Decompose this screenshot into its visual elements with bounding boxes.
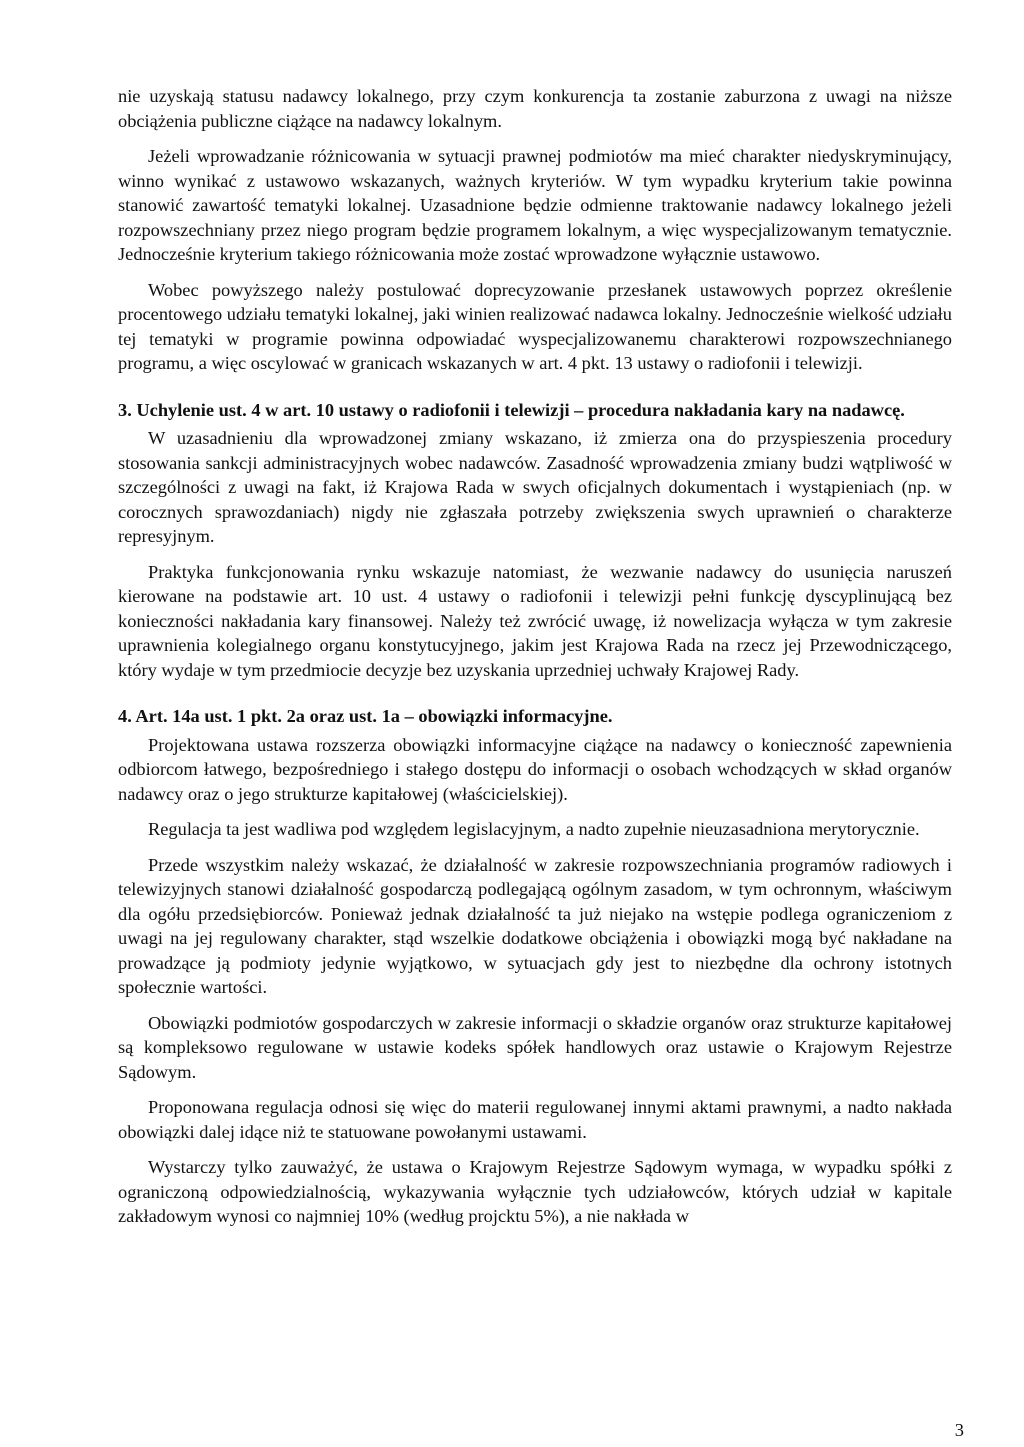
page-body bbox=[118, 84, 952, 1229]
paragraph: Regulacja ta jest wadliwa pod względem legislacyjnym, a nadto zupełnie nieuzasadniona merytorycznie. bbox=[148, 819, 920, 839]
paragraph-continuation: nie uzyskają statusu nadawcy lokalnego, przy czym konkurencja ta zostanie zaburzona z uwagi na niższe obciążenia publiczne ciążące na nadawcy lokalnym. bbox=[118, 86, 952, 131]
paragraph: Jeżeli wprowadzanie różnicowania w sytuacji prawnej podmiotów ma mieć charakter niedyskryminujący, winno wynikać z ustawowo wskazanych, ważnych kryteriów. W tym wypadku kryterium takie powinna stanowić zawartość tematyki lokalnej. Uzasadnione będzie odmienne traktowanie nadawcy lokalnego jeżeli rozpowszechniany przez niego program będzie programem lokalnym, a więc wyspecjalizowanym tematycznie. Jednocześnie kryterium takiego różnicowania może zostać wprowadzone wyłącznie ustawowo. bbox=[118, 146, 952, 264]
paragraph: Obowiązki podmiotów gospodarczych w zakresie informacji o składzie organów oraz strukturze kapitałowej są kompleksowo regulowane w ustawie kodeks spółek handlowych oraz ustawie o Krajowym Rejestrze Sądowym. bbox=[118, 1012, 952, 1082]
paragraph: Wobec powyższego należy postulować doprecyzowanie przesłanek ustawowych poprzez określenie procentowego udziału tematyki lokalnej, jaki winien realizować nadawca lokalny. Jednocześnie wielkość udziału tej tematyki w programie powinna odpowiadać wyspecjalizowanemu charakterowi rozpowszechnianego programu, a więc oscylować w granicach wskazanych w art. 4 pkt. 13 ustawy o radiofonii i telewizji. bbox=[118, 279, 952, 373]
page-number: 3 bbox=[954, 1420, 964, 1440]
paragraph: Proponowana regulacja odnosi się więc do materii regulowanej innymi aktami prawnymi, a nadto nakłada obowiązki dalej idące niż te statuowane powołanymi ustawami. bbox=[118, 1097, 952, 1142]
paragraph: Projektowana ustawa rozszerza obowiązki informacyjne ciążące na nadawcy o konieczność zapewnienia odbiorcom łatwego, bezpośredniego i stałego dostępu do informacji o osobach wchodzących w skład organów nadawcy oraz o jego strukturze kapitałowej (właścicielskiej). bbox=[118, 734, 952, 804]
paragraph: W uzasadnieniu dla wprowadzonej zmiany wskazano, iż zmierza ona do przyspieszenia procedury stosowania sankcji administracyjnych wobec nadawców. Zasadność wprowadzenia zmiany budzi wątpliwość w szczególności z uwagi na fakt, iż Krajowa Rada w swych oficjalnych dokumentach i wystąpieniach (np. w corocznych sprawozdaniach) nigdy nie zgłaszała potrzeby zwiększenia swych uprawnień o charakterze represyjnym. bbox=[118, 428, 952, 546]
paragraph: Przede wszystkim należy wskazać, że działalność w zakresie rozpowszechniania programów radiowych i telewizyjnych stanowi działalność gospodarczą podlegającą ogólnym zasadom, w tym ochronnym, właściwym dla ogółu przedsiębiorców. Ponieważ jednak działalność ta już niejako na wstępie podlega ograniczeniom z uwagi na jej regulowany charakter, stąd wszelkie dodatkowe obciążenia i obowiązki mogą być nakładane na prowadzące ją podmioty jedynie wyjątkowo, w sytuacjach gdy jest to niezbędne dla ochrony istotnych społecznie wartości. bbox=[118, 854, 952, 997]
paragraph: Wystarczy tylko zauważyć, że ustawa o Krajowym Rejestrze Sądowym wymaga, w wypadku spółki z ograniczoną odpowiedzialnością, wykazywania wyłącznie tych udziałowców, których udział w kapitale zakładowym wynosi co najmniej 10% (według projcktu 5%), a nie nakłada w bbox=[118, 1157, 952, 1226]
section-heading-4: 4. Art. 14a ust. 1 pkt. 2a oraz ust. 1a – obowiązki informacyjne. bbox=[118, 706, 613, 726]
section-heading-3: 3. Uchylenie ust. 4 w art. 10 ustawy o radiofonii i telewizji – procedura nakładania kary na nadawcę. bbox=[118, 399, 905, 420]
paragraph: Praktyka funkcjonowania rynku wskazuje natomiast, że wezwanie nadawcy do usunięcia naruszeń kierowane na podstawie art. 10 ust. 4 ustawy o radiofonii i telewizji pełni funkcję dyscyplinującą bez konieczności nakładania kary finansowej. Należy też zwrócić uwagę, iż nowelizacja wyłącza w tym zakresie uprawnienia kolegialnego organu konstytucyjnego, jakim jest Krajowa Rada na rzecz jej Przewodniczącego, który wydaje w tym przedmiocie decyzje bez uzyskania uprzedniej uchwały Krajowej Rady. bbox=[118, 561, 952, 680]
